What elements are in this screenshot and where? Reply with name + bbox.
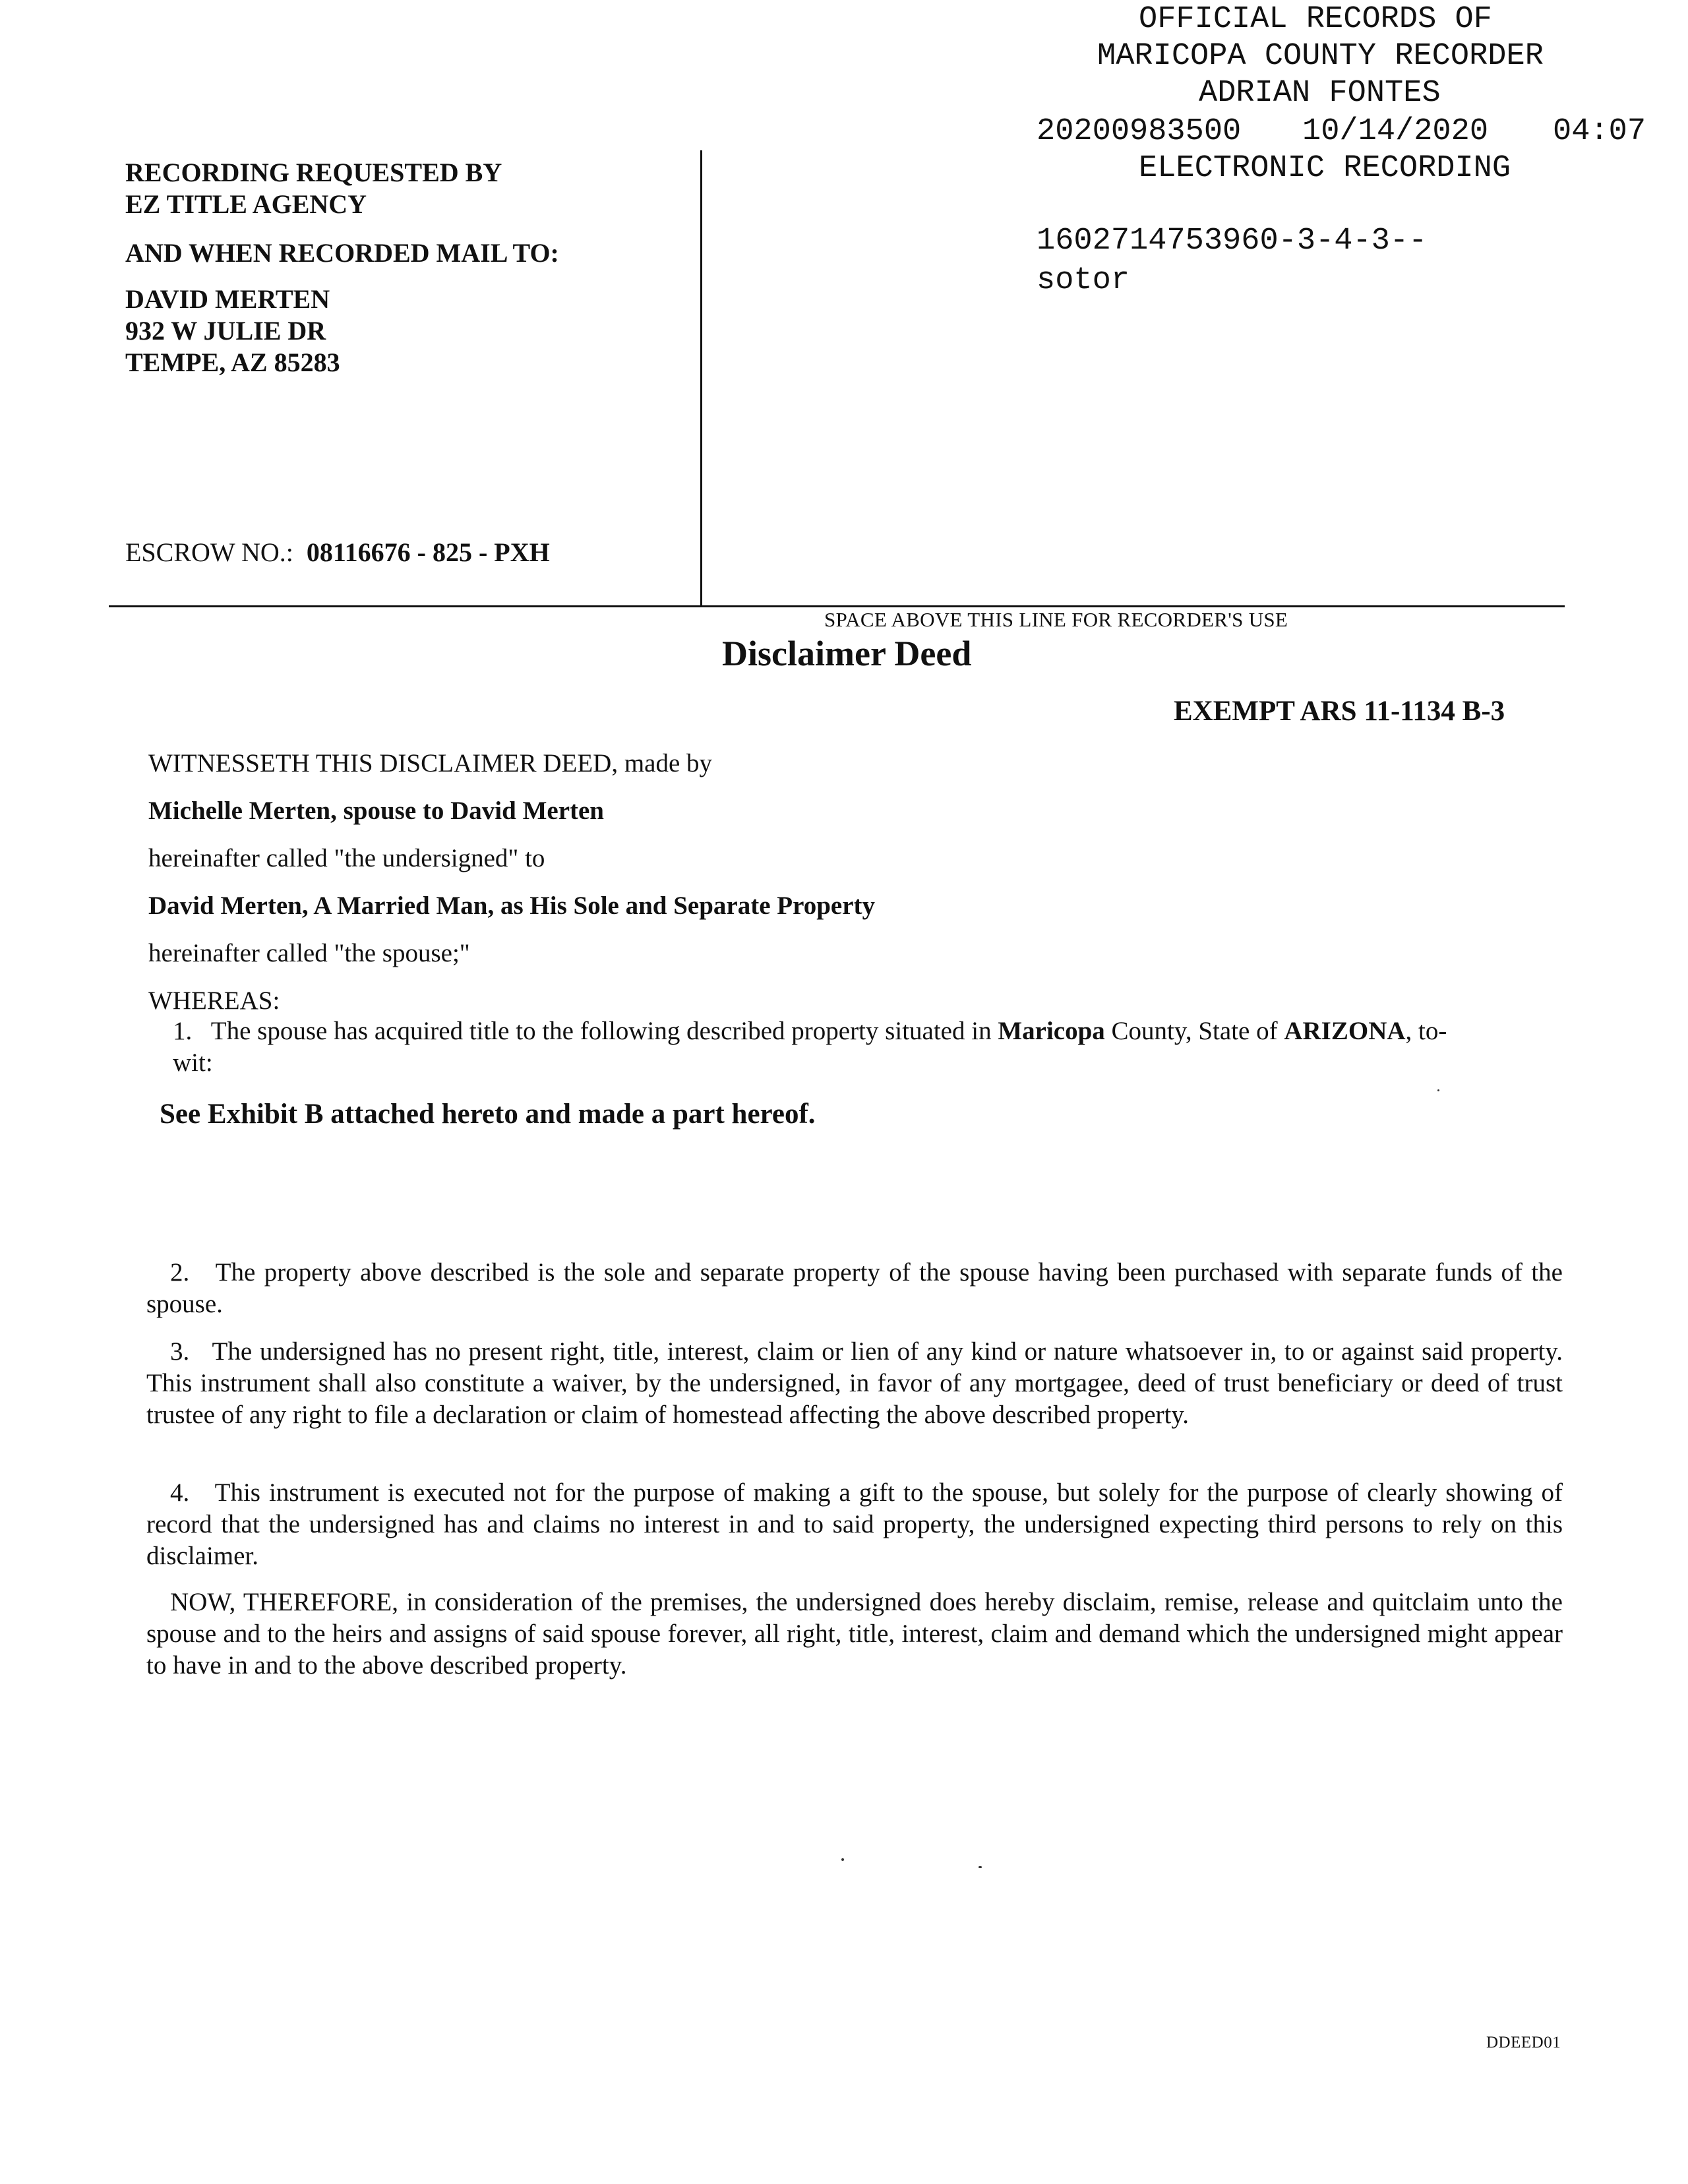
stamp-county-recorder: MARICOPA COUNTY RECORDER <box>1097 39 1544 74</box>
scan-speck <box>1437 1089 1439 1091</box>
item-2 <box>146 1257 1563 1320</box>
exempt-statement: EXEMPT ARS 11-1134 B-3 <box>1174 696 1505 727</box>
escrow-label: ESCROW NO.: <box>125 537 293 567</box>
recording-requested-label: RECORDING REQUESTED BY <box>125 158 502 187</box>
grantee-line: David Merten, A Married Man, as His Sole and Separate Property <box>148 892 875 920</box>
item-4-text: This instrument is executed not for the purpose of making a gift to the spouse, but solely for the purpose of clearly showing of record that the undersigned has and claims no interest in and to said property, the undersigned expecting third persons to rely on this disclaimer. <box>146 1478 1563 1570</box>
item-3 <box>146 1336 1563 1431</box>
stamp-official-records: OFFICIAL RECORDS OF <box>1139 2 1492 37</box>
stamp-record-number: 20200983500 <box>1037 114 1242 149</box>
item-4 <box>146 1477 1563 1572</box>
now-therefore-text: NOW, THEREFORE, in consideration of the premises, the undersigned does hereby disclaim, remise, release and quitclaim unto the spouse and to the heirs and assigns of said spouse forever, all right, title, interest, claim and demand which the undersigned might appear to have in and to the above described property. <box>146 1588 1563 1680</box>
exhibit-reference: See Exhibit B attached hereto and made a part hereof. <box>160 1099 816 1130</box>
scan-speck <box>979 1866 982 1868</box>
header-vertical-divider <box>700 150 702 605</box>
item-1-text-c: , to- <box>1405 1017 1447 1045</box>
stamp-batch-id: 1602714753960-3-4-3-- <box>1037 224 1428 258</box>
now-therefore-paragraph <box>146 1587 1563 1682</box>
whereas-heading: WHEREAS: <box>148 986 280 1015</box>
item-3-text: The undersigned has no present right, title, interest, claim or lien of any kind or nature whatsoever in, to or against said property. This instrument shall also constitute a waiver, by the undersigned, in favor of any mortgagee, deed of trust beneficiary or deed of trust trustee of any right to file a declaration or claim of homestead affecting the above described property. <box>146 1337 1563 1429</box>
requested-by-name: EZ TITLE AGENCY <box>125 189 367 219</box>
grantor-line: Michelle Merten, spouse to David Merten <box>148 797 604 825</box>
mail-name: DAVID MERTEN <box>125 284 330 314</box>
item-2-number: 2. <box>170 1258 190 1287</box>
escrow-line <box>125 537 550 568</box>
stamp-recorder-name: ADRIAN FONTES <box>1199 76 1441 111</box>
hereinafter-undersigned: hereinafter called "the undersigned" to <box>148 844 545 872</box>
item-1-state: ARIZONA <box>1284 1017 1406 1045</box>
item-4-number: 4. <box>170 1478 190 1507</box>
mail-to-label: AND WHEN RECORDED MAIL TO: <box>125 238 559 268</box>
escrow-number: 08116676 - 825 - PXH <box>306 537 550 567</box>
item-3-number: 3. <box>170 1337 190 1366</box>
item-1-wit: wit: <box>173 1048 213 1077</box>
document-title: Disclaimer Deed <box>722 634 972 673</box>
item-1-county: Maricopa <box>998 1017 1105 1045</box>
stamp-electronic-recording: ELECTRONIC RECORDING <box>1139 151 1511 186</box>
hereinafter-spouse: hereinafter called "the spouse;" <box>148 939 470 967</box>
stamp-record-date: 10/14/2020 <box>1302 114 1489 149</box>
witnesseth-line: WITNESSETH THIS DISCLAIMER DEED, made by <box>148 749 713 777</box>
item-1 <box>173 1016 1564 1047</box>
item-2-text: The property above described is the sole and separate property of the spouse having been purchased with separate funds of the spouse. <box>146 1258 1563 1318</box>
form-code: DDEED01 <box>1486 2034 1561 2051</box>
mail-street: 932 W JULIE DR <box>125 316 326 346</box>
stamp-record-time: 04:07 <box>1553 114 1646 149</box>
scan-speck <box>841 1858 844 1861</box>
item-1-text-a: The spouse has acquired title to the following described property situated in <box>210 1017 992 1045</box>
item-1-text-b: County, State of <box>1111 1017 1278 1045</box>
recorder-space-line <box>109 605 1565 607</box>
mail-city: TEMPE, AZ 85283 <box>125 348 340 377</box>
item-1-number: 1. <box>173 1017 193 1045</box>
stamp-user: sotor <box>1037 263 1130 298</box>
recorder-use-note: SPACE ABOVE THIS LINE FOR RECORDER'S USE <box>824 608 1288 631</box>
